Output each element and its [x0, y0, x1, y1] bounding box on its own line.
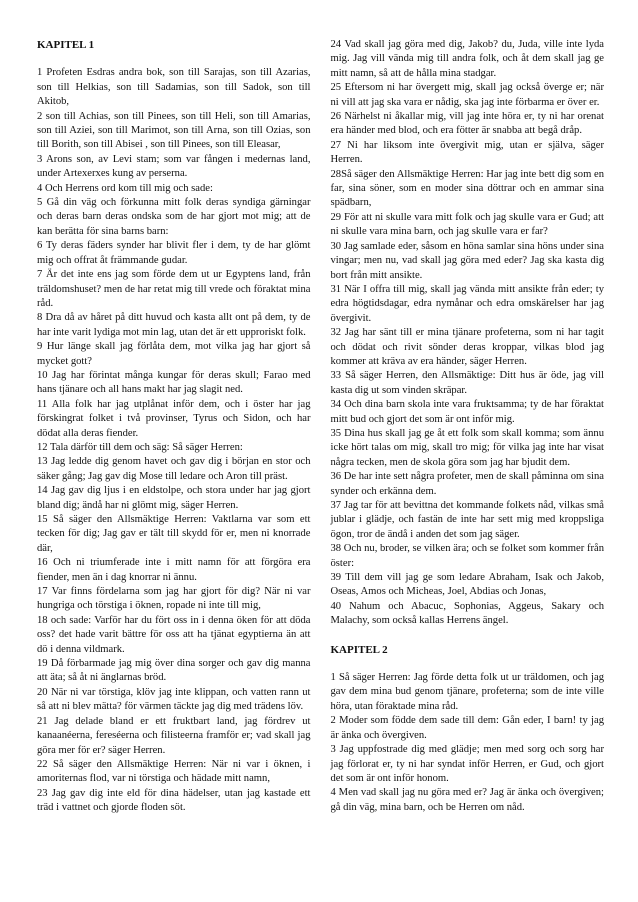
verse: 28Så säger den Allsmäktige Herren: Har jag inte bett dig som en far, sina söner, som en moder sina döttrar och en ammar sina spädbarn,	[330, 168, 604, 209]
verse: 11 Alla folk har jag utplånat inför dem, och i öster har jag förskingrat folket i två provinser, Tyrus och Sidon, och har dödat alla deras fiender.	[37, 398, 311, 439]
verse: 12 Tala därför till dem och säg: Så säger Herren:	[37, 441, 243, 453]
verse: 10 Jag har förintat många kungar för deras skull; Farao med hans tjänare och all hans makt har jag slagit ned.	[37, 369, 311, 396]
right-verse-list-ch2	[331, 671, 605, 815]
verse: 29 För att ni skulle vara mitt folk och jag skulle vara er Gud; att ni skulle vara mina barn, och jag skulle vara er far?	[330, 211, 604, 238]
verse: 35 Dina hus skall jag ge åt ett folk som skall komma; som ännu icke hört talas om mig, skall tro mig; för vilka jag inte har visat några tecken, men de skola göra som jag har bjudit dem.	[330, 427, 604, 468]
right-verse-list-ch1	[331, 38, 605, 629]
verse: 15 Så säger den Allsmäktige Herren: Vaktlarna var som ett tecken för dig; Jag gav er tält till skydd för er, men ni knorrade där,	[37, 514, 311, 554]
verse: 17 Var finns fördelarna som jag har gjort för dig? När ni var hungriga och törstiga i öknen, ropade ni inte till mig,	[37, 586, 311, 612]
verse: 26 Närhelst ni åkallar mig, vill jag inte höra er, ty ni har orenat era händer med blod, och era fötter är snabba att begå dråp.	[330, 111, 604, 137]
verse: 31 När I offra till mig, skall jag vända mitt ansikte från eder; ty edra högtidsdagar, edra nymånar och edra omskärelser har jag övergivit.	[330, 283, 604, 324]
verse: 13 Jag ledde dig genom havet och gav dig i början en stor och säker gång; Jag gav dig Mose till ledare och Aron till präst.	[37, 456, 311, 482]
verse: 40 Nahum och Abacuc, Sophonias, Aggeus, Sakary och Malachy, som också kallas Herrens ängel.	[330, 600, 604, 627]
verse: 23 Jag gav dig inte eld för dina hädelser, utan jag kastade ett träd i vattnet och gjorde floden söt.	[37, 787, 311, 814]
verse: 19 Då förbarmade jag mig över dina sorger och gav dig manna att äta; så åt ni änglarnas bröd.	[37, 658, 311, 684]
verse: 7 Är det inte ens jag som förde dem ut ur Egyptens land, från träldomshuset? men de har retat mig till vrede och föraktat mina råd.	[37, 269, 311, 309]
verse: 2 son till Achias, son till Pinees, son till Heli, son till Amarias, son till Aziei, son till Marimot, son till Arna, son till Ozias, son till Borith, son till Abisei , son till Pinees, son till Eleasar,	[37, 110, 311, 151]
verse: 25 Eftersom ni har övergett mig, skall jag också överge er; när ni vill att jag ska vara er nådig, ska jag inte förbarma er över er.	[330, 82, 604, 108]
verse: 21 Jag delade bland er ett fruktbart land, jag fördrev ut kanaanéerna, fereséerna och filisteerna framför er; vad skall jag göra mer för er? säger Herren.	[37, 715, 311, 756]
verse: 4 Men vad skall jag nu göra med er? Jag är änka och övergiven; gå din väg, mina barn, och be Herren om nåd.	[330, 787, 604, 813]
verse: 24 Vad skall jag göra med dig, Jakob? du, Juda, ville inte lyda mig. Jag vill vända mig till andra folk, och åt dem skall jag ge mitt namn, så att de hålla mina stadgar.	[330, 39, 604, 79]
verse: 32 Jag har sänt till er mina tjänare profeterna, som ni har tagit och dödat och rivit sönder deras kroppar, vilkas blod jag kommer att kräva av era händer, säger Herren.	[330, 327, 604, 367]
verse: 37 Jag tar för att bevittna det kommande folkets nåd, vilkas små jublar i glädje, och fastän de inte har sett mig med kroppsliga ögon, tror de ändå i anden det som jag säger.	[330, 500, 604, 540]
right-column	[331, 38, 605, 882]
verse: 1 Så säger Herren: Jag förde detta folk ut ur träldomen, och jag gav dem mina bud genom tjänare, profeterna; som de inte ville höra, utan föraktade mina råd.	[330, 672, 604, 712]
verse: 3 Jag uppfostrade dig med glädje; men med sorg och sorg har jag förlorat er, ty ni har syndat inför Herren, er Gud, och gjort det som är ont inför honom.	[330, 744, 604, 784]
verse: 6 Ty deras fäders synder har blivit fler i dem, ty de har glömt mig och offrat åt främmande gudar.	[37, 240, 311, 266]
verse: 14 Jag gav dig ljus i en eldstolpe, och stora under har jag gjort bland dig; ändå har ni glömt mig, säger Herren.	[37, 485, 311, 511]
left-column	[37, 38, 311, 882]
verse: 9 Hur länge skall jag förlåta dem, mot vilka jag har gjort så mycket gott?	[37, 341, 311, 367]
verse: 8 Dra då av håret på ditt huvud och kasta allt ont på dem, ty de har inte varit lydiga mot min lag, utan det är ett upproriskt folk.	[37, 312, 311, 338]
verse: 1 Profeten Esdras andra bok, son till Sarajas, son till Azarias, son till Helkias, son till Sadamias, son till Sadok, son till Akitob,	[37, 67, 311, 108]
verse: 18 och sade: Varför har du fört oss in i denna öken för att döda oss? det hade varit bättre för oss att ha tjänat egyptierna än att dö i denna vildmark.	[37, 614, 311, 655]
verse: 2 Moder som födde dem sade till dem: Gån eder, I barn! ty jag är änka och övergiven.	[330, 715, 604, 741]
left-verse-list	[37, 66, 311, 815]
verse: 36 De har inte sett några profeter, men de skall påminna om sina synder och erkänna dem.	[330, 471, 604, 497]
verse: 20 När ni var törstiga, klöv jag inte klippan, och vatten rann ut så att ni blev mätta? för värmen täckte jag dig med trädens löv.	[37, 686, 311, 713]
chapter-2-title: KAPITEL 2	[330, 643, 388, 656]
verse: 4 Och Herrens ord kom till mig och sade:	[37, 182, 213, 194]
verse: 16 Och ni triumferade inte i mitt namn för att förgöra era fiender, men än i dag knorrar ni ännu.	[37, 557, 311, 583]
verse: 5 Gå din väg och förkunna mitt folk deras syndiga gärningar och deras barn deras ondska som de har gjort mot mig; att de kan berätta för sina barns barn:	[37, 197, 311, 237]
chapter-1-title: KAPITEL 1	[37, 39, 95, 51]
verse: 39 Till dem vill jag ge som ledare Abraham, Isak och Jakob, Oseas, Amos och Micheas, Joel, Abdias och Jonas,	[330, 572, 604, 598]
verse: 30 Jag samlade eder, såsom en höna samlar sina höns under sina vingar; men nu, vad skall jag göra med eder? Jag ska kasta dig bort från mitt ansikte.	[330, 240, 604, 281]
verse: 34 Och dina barn skola inte vara fruktsamma; ty de har föraktat mitt bud och gjort det som är ont inför mig.	[330, 399, 604, 425]
verse: 3 Arons son, av Levi stam; som var fången i medernas land, under Artexerxes kung av perserna.	[37, 153, 311, 180]
verse: 33 Så säger Herren, den Allsmäktige: Ditt hus är öde, jag vill kasta dig ut som vinden skräpar.	[330, 370, 604, 396]
verse: 38 Och nu, broder, se vilken ära; och se folket som kommer från öster:	[330, 543, 604, 569]
verse: 22 Så säger den Allsmäktige Herren: När ni var i öknen, i amoriternas flod, var ni törstiga och hädade mitt namn,	[37, 758, 311, 785]
verse: 27 Ni har liksom inte övergivit mig, utan er själva, säger Herren.	[330, 139, 604, 166]
